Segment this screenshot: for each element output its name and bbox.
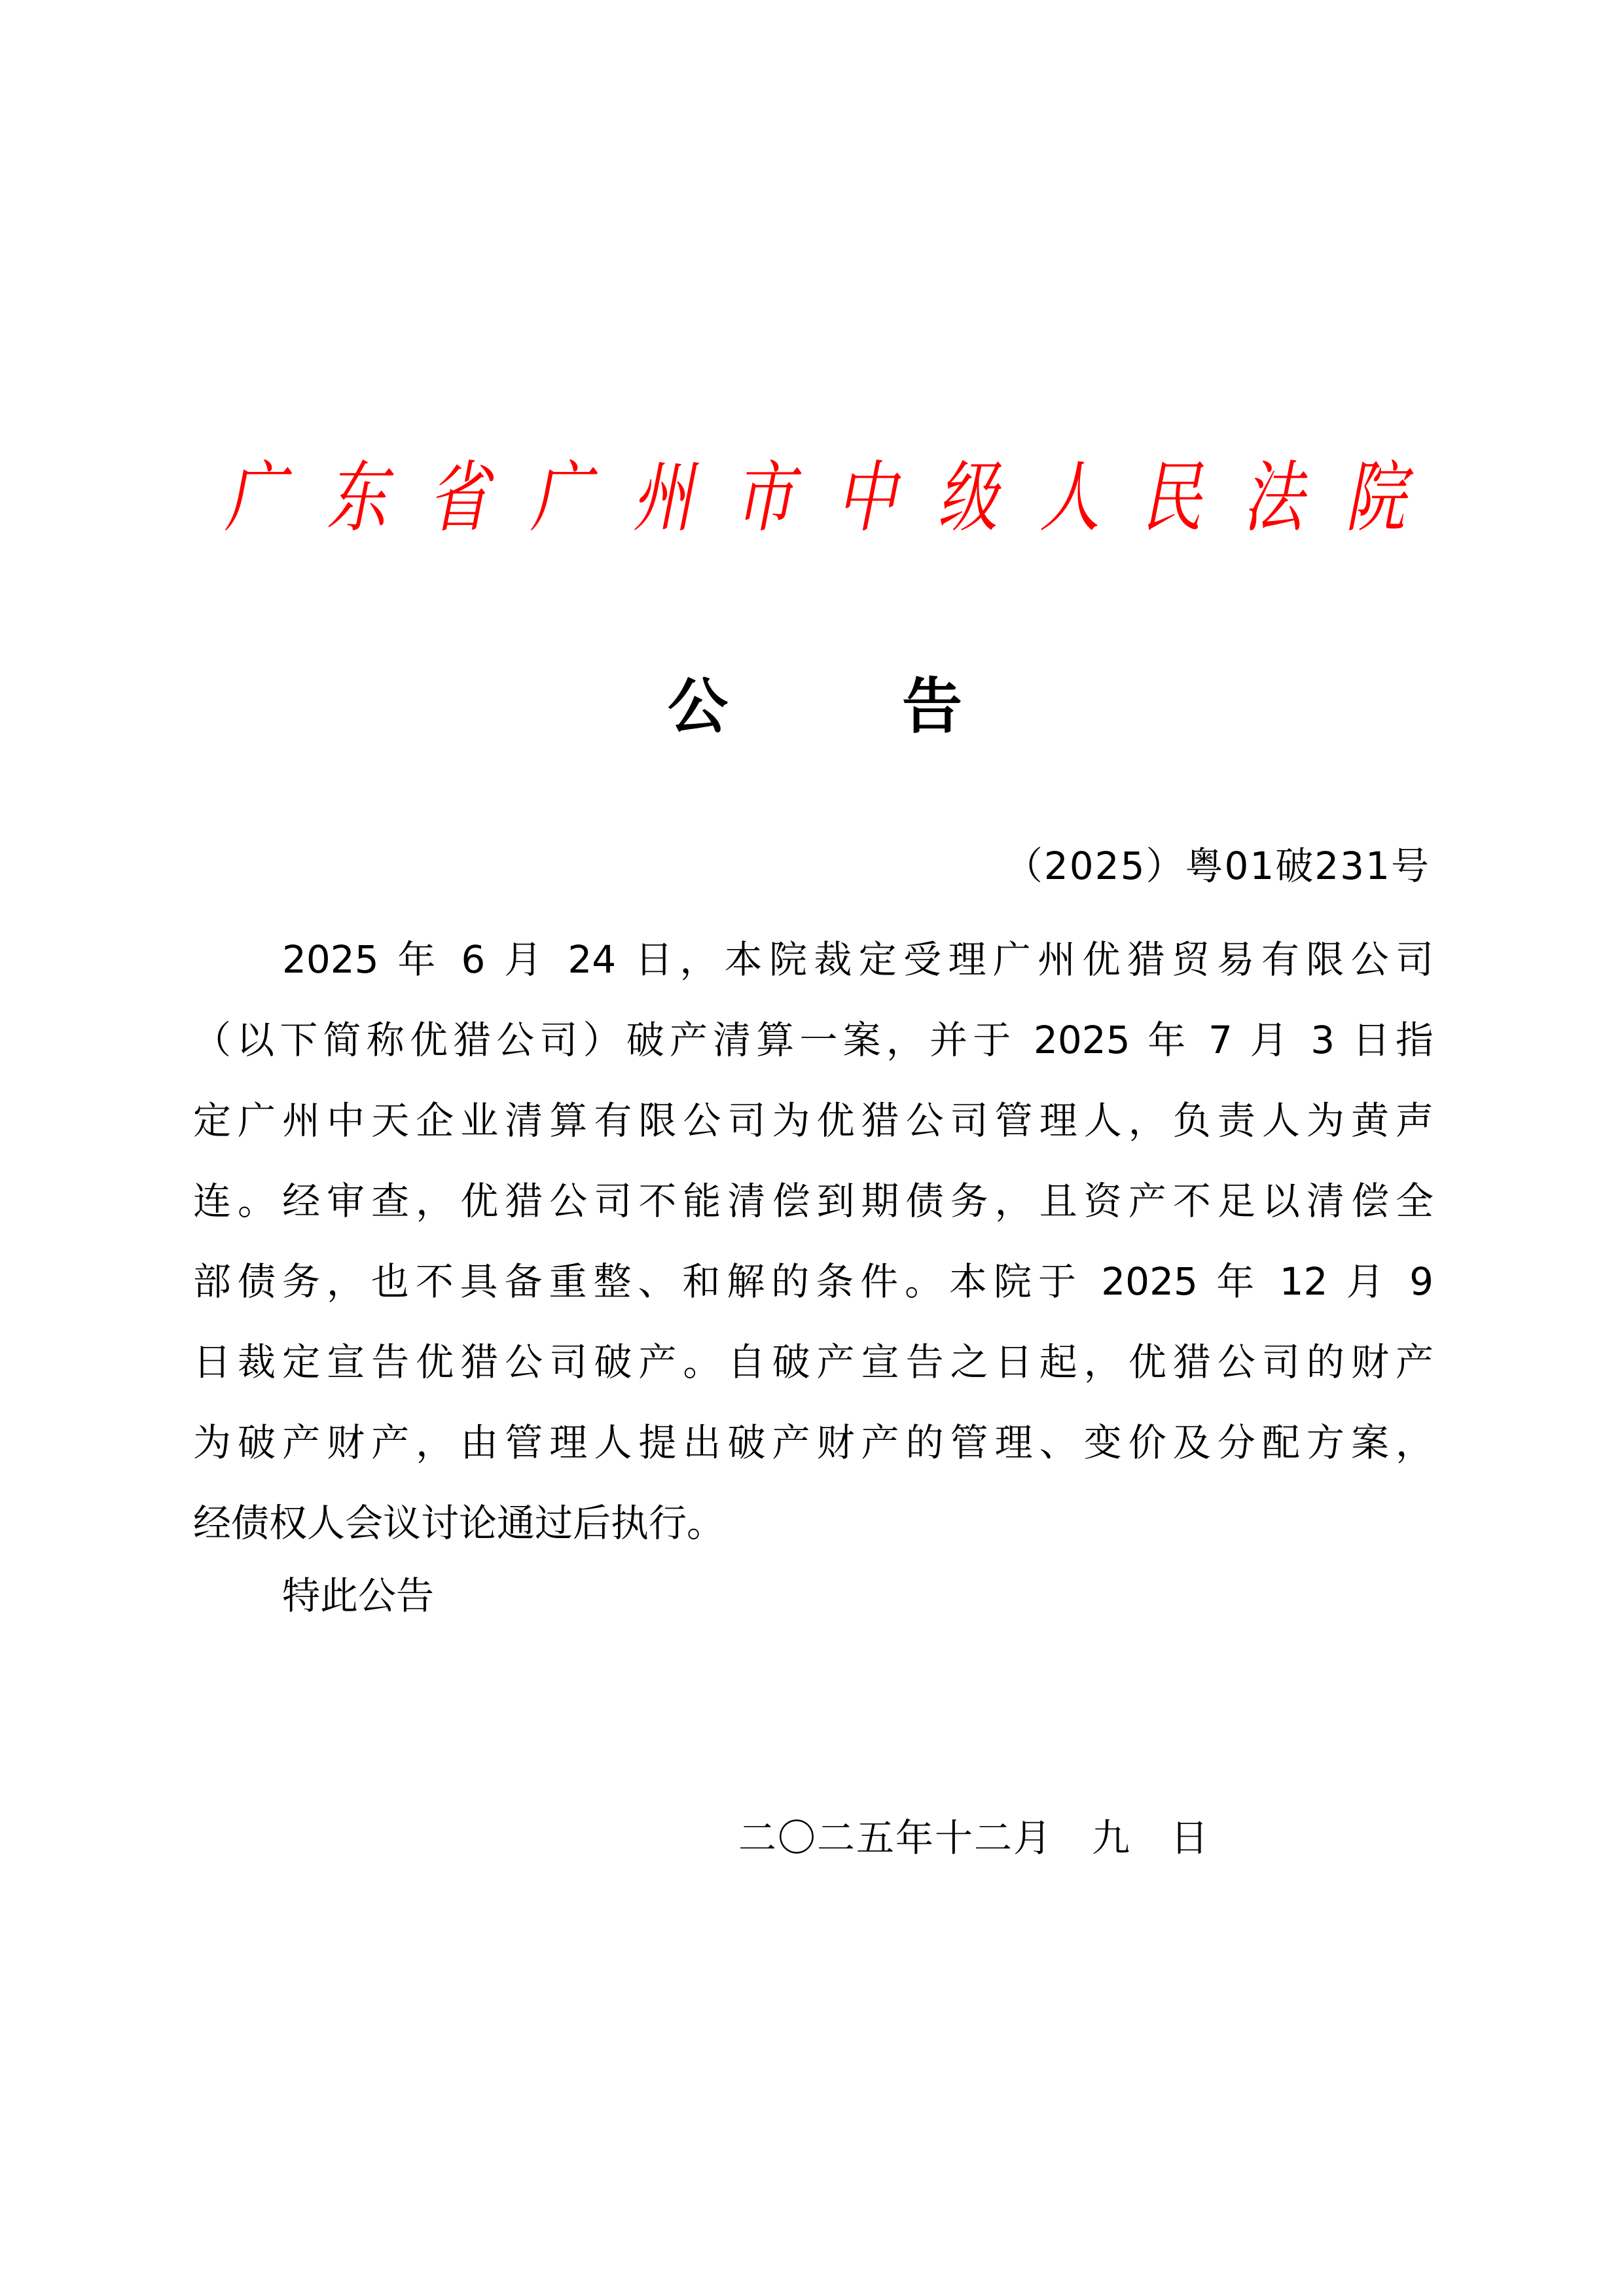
announcement-body xyxy=(193,920,1434,1564)
case-number: （2025）粤01破231号 xyxy=(1004,844,1430,888)
court-name-char: 法 xyxy=(1243,452,1304,543)
court-name-char: 州 xyxy=(632,452,693,543)
court-name-char: 中 xyxy=(835,452,896,543)
body-line: 为破产财产，由管理人提出破产财产的管理、变价及分配方案， xyxy=(193,1420,1434,1465)
body-line: （以下简称优猎公司）破产清算一案，并于 2025 年 7 月 3 日指 xyxy=(193,1018,1434,1062)
court-name-char: 广 xyxy=(224,452,285,543)
court-name-char: 级 xyxy=(937,452,998,543)
body-line: 经债权人会议讨论通过后执行。 xyxy=(193,1501,725,1545)
issue-date: 二〇二五年十二月 九 日 xyxy=(738,1816,1210,1860)
court-name-char: 广 xyxy=(530,452,590,543)
body-line: 2025 年 6 月 24 日，本院裁定受理广州优猎贸易有限公司 xyxy=(282,937,1434,982)
body-line: 定广州中天企业清算有限公司为优猎公司管理人，负责人为黄声 xyxy=(193,1098,1434,1143)
court-name-char: 省 xyxy=(428,452,489,543)
document-title xyxy=(668,668,962,746)
court-name-heading xyxy=(216,452,1414,543)
court-name-char: 市 xyxy=(734,452,795,543)
court-name-char: 人 xyxy=(1039,452,1100,543)
court-name-char: 院 xyxy=(1344,452,1405,543)
court-name-char: 东 xyxy=(326,452,387,543)
closing-statement: 特此公告 xyxy=(282,1573,435,1618)
body-line: 连。经审查，优猎公司不能清偿到期债务，且资产不足以清偿全 xyxy=(193,1179,1434,1223)
document-title-char: 告 xyxy=(901,672,962,742)
court-name-char: 民 xyxy=(1141,452,1202,543)
body-line: 部债务，也不具备重整、和解的条件。本院于 2025 年 12 月 9 xyxy=(193,1259,1434,1304)
body-line: 日裁定宣告优猎公司破产。自破产宣告之日起，优猎公司的财产 xyxy=(193,1340,1434,1384)
document-title-char: 公 xyxy=(668,672,729,742)
